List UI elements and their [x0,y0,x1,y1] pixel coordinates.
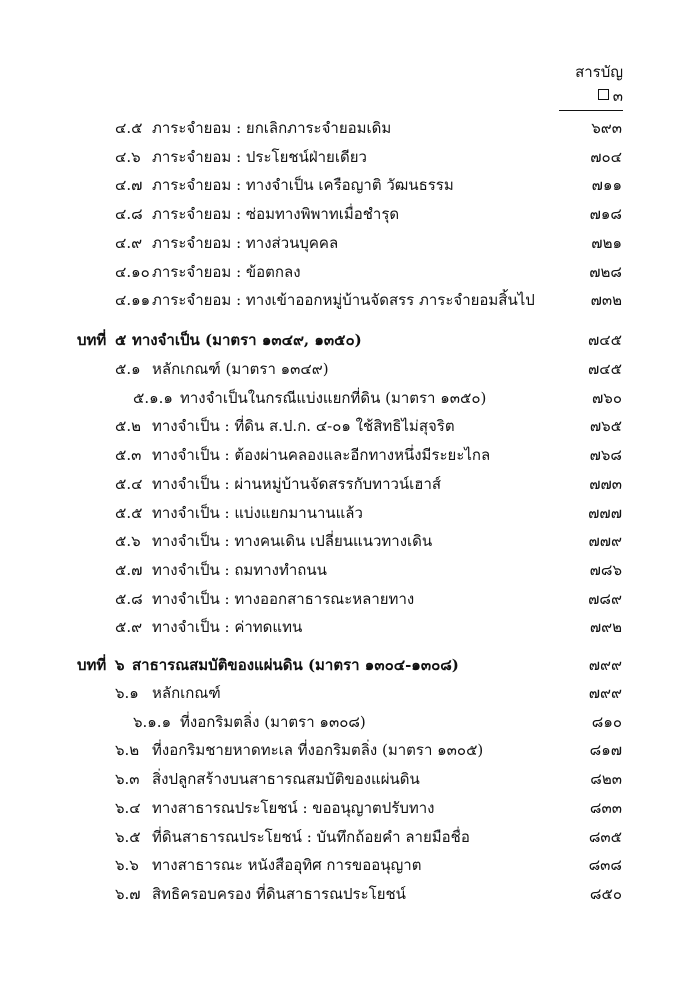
entry-page-number: ๗๘๖ [589,560,622,579]
entry-title: ที่ดินสาธารณประโยชน์ : บันทึกถ้อยคำ ลายมือชื่อ [152,827,470,846]
entry-page-number: ๗๒๘ [589,262,622,281]
entry-title: ทางจำเป็น : ค่าทดแทน [152,618,303,637]
toc-entry[interactable] [0,681,699,705]
entry-number: ๕.๖ [115,532,141,551]
toc-entry[interactable] [0,145,699,169]
chapter-heading[interactable] [0,653,699,677]
entry-title: ภาระจำยอม : ทางส่วนบุคคล [152,233,339,252]
entry-page-number: ๗๖๘ [589,446,622,465]
entry-page-number: ๘๓๕ [588,827,622,846]
entry-page-number: ๘๑๐ [591,712,622,731]
toc-entry[interactable] [0,231,699,255]
toc-entry[interactable] [0,386,699,410]
running-header [559,60,623,111]
entry-page-number: ๗๙๒ [589,618,622,637]
entry-number: ๖.๔ [115,798,141,817]
square-bullet-icon [598,89,609,100]
entry-number: ๕.๗ [115,560,143,579]
toc-entry[interactable] [0,173,699,197]
entry-number: ๖ [115,656,125,674]
entry-number: ๖.๓ [115,770,140,789]
entry-title: ทางจำเป็น : ผ่านหมู่บ้านจัดสรรกับทาวน์เฮาส์ [152,474,442,493]
toc-entry[interactable] [0,472,699,496]
entry-page-number: ๗๖๐ [592,388,622,407]
entry-title: หลักเกณฑ์ [152,684,221,702]
entry-title: ทางจำเป็น : ต้องผ่านคลองและอีกทางหนึ่งมีระยะไกล [152,446,491,465]
entry-title: สิ่งปลูกสร้างบนสาธารณสมบัติของแผ่นดิน [152,770,420,789]
entry-page-number: ๗๗๗ [588,503,622,522]
entry-number: ๔.๑๑ [115,291,151,310]
toc-entry[interactable] [0,615,699,639]
entry-title: หลักเกณฑ์ (มาตรา ๑๓๔๙) [152,360,329,378]
toc-entry[interactable] [0,587,699,611]
toc-entry[interactable] [0,116,699,140]
toc-entry[interactable] [0,796,699,820]
entry-title: ที่งอกริมตลิ่ง (มาตรา ๑๓๐๘) [180,712,366,731]
toc-entry[interactable] [0,260,699,284]
toc-entry[interactable] [0,501,699,525]
entry-title: ภาระจำยอม : ประโยชน์ฝ่ายเดียว [152,147,367,166]
entry-number: ๕.๒ [115,417,142,436]
toc-entry[interactable] [0,853,699,877]
entry-page-number: ๗๒๑ [591,233,622,252]
entry-number: ๖.๒ [115,741,140,760]
toc-entry[interactable] [0,767,699,791]
chapter-label: บทที่ [77,331,107,349]
toc-entry[interactable] [0,558,699,582]
entry-title: ทางจำเป็นในกรณีแบ่งแยกที่ดิน (มาตรา ๑๓๕๐) [180,388,487,407]
entry-page-number: ๗๐๔ [590,147,622,166]
toc-entry[interactable] [0,738,699,762]
entry-title: ที่งอกริมชายหาดทะเล ที่งอกริมตลิ่ง (มาตรา ๑๓๐๕) [152,741,484,760]
entry-page-number: ๗๙๙ [588,656,622,674]
entry-number: ๔.๙ [115,233,143,252]
entry-title: ทางจำเป็น : ทางคนเดิน เปลี่ยนแนวทางเดิน [152,532,433,551]
toc-entry[interactable] [0,882,699,906]
entry-number: ๕ [115,331,127,349]
entry-page-number: ๗๗๓ [589,474,622,493]
entry-page-number: ๘๓๘ [588,856,622,875]
entry-title: สาธารณสมบัติของแผ่นดิน (มาตรา ๑๓๐๔-๑๓๐๘) [132,656,459,674]
entry-page-number: ๘๑๗ [589,741,622,760]
entry-number: ๔.๑๐ [115,262,150,281]
entry-number: ๖.๑ [115,684,139,702]
toc-entry[interactable] [0,825,699,849]
entry-page-number: ๖๙๓ [591,119,622,137]
entry-page-number: ๘๓๓ [589,798,622,817]
entry-page-number: ๗๑๑ [591,176,622,195]
entry-title: ทางจำเป็น : ถมทางทำถนน [152,560,327,579]
entry-number: ๕.๕ [115,503,143,522]
entry-title: ภาระจำยอม : ทางเข้าออกหมู่บ้านจัดสรร ภาระจำยอมสิ้นไป [152,291,535,310]
entry-page-number: ๗๗๙ [588,532,622,551]
toc-entry[interactable] [0,357,699,381]
entry-title: ภาระจำยอม : ข้อตกลง [152,262,301,281]
entry-number: ๖.๖ [115,856,139,875]
entry-title: สิทธิครอบครอง ที่ดินสาธารณประโยชน์ [152,884,406,903]
entry-title: ทางจำเป็น (มาตรา ๑๓๔๙, ๑๓๕๐) [132,331,362,349]
toc-entry[interactable] [0,529,699,553]
entry-number: ๕.๑.๑ [133,388,173,407]
entry-title: ทางสาธารณะ หนังสืออุทิศ การขออนุญาต [152,856,422,875]
toc-entry[interactable] [0,443,699,467]
entry-number: ๔.๗ [115,176,143,195]
entry-page-number: ๗๔๕ [588,360,622,378]
entry-number: ๕.๙ [115,618,143,637]
entry-number: ๔.๕ [115,119,143,137]
entry-title: ทางจำเป็น : แบ่งแยกมานานแล้ว [152,503,363,522]
toc-entry[interactable] [0,414,699,438]
chapter-heading[interactable] [0,328,699,352]
entry-title: ทางสาธารณประโยชน์ : ขออนุญาตปรับทาง [152,798,435,817]
entry-page-number: ๘๕๐ [589,884,622,903]
entry-page-number: ๗๔๕ [588,331,622,349]
entry-number: ๖.๗ [115,884,141,903]
header-title: สารบัญ [575,63,623,81]
entry-number: ๕.๘ [115,589,143,608]
toc-entry[interactable] [0,288,699,312]
entry-title: ภาระจำยอม : ซ่อมทางพิพาทเมื่อชำรุด [152,205,400,224]
entry-number: ๖.๕ [115,827,141,846]
entry-number: ๔.๘ [115,205,143,224]
entry-title: ทางจำเป็น : ที่ดิน ส.ป.ก. ๔-๐๑ ใช้สิทธิไม่สุจริต [152,417,455,436]
toc-entry[interactable] [0,202,699,226]
entry-page-number: ๗๓๒ [590,291,622,310]
toc-entry[interactable] [0,710,699,734]
entry-title: ภาระจำยอม : ยกเลิกภาระจำยอมเดิม [152,119,392,137]
entry-number: ๔.๖ [115,147,141,166]
chapter-label: บทที่ [77,656,107,674]
header-page-number: ๓ [612,87,623,105]
entry-page-number: ๘๒๓ [590,770,622,789]
entry-page-number: ๗๙๙ [588,684,622,702]
entry-number: ๕.๓ [115,446,142,465]
entry-page-number: ๗๘๙ [588,589,622,608]
entry-number: ๖.๑.๑ [133,712,172,731]
entry-title: ภาระจำยอม : ทางจำเป็น เครือญาติ วัฒนธรรม [152,176,454,195]
entry-page-number: ๗๑๘ [589,205,622,224]
entry-number: ๕.๑ [115,360,141,378]
entry-number: ๕.๔ [115,474,143,493]
entry-page-number: ๗๖๕ [589,417,622,436]
entry-title: ทางจำเป็น : ทางออกสาธารณะหลายทาง [152,589,415,608]
